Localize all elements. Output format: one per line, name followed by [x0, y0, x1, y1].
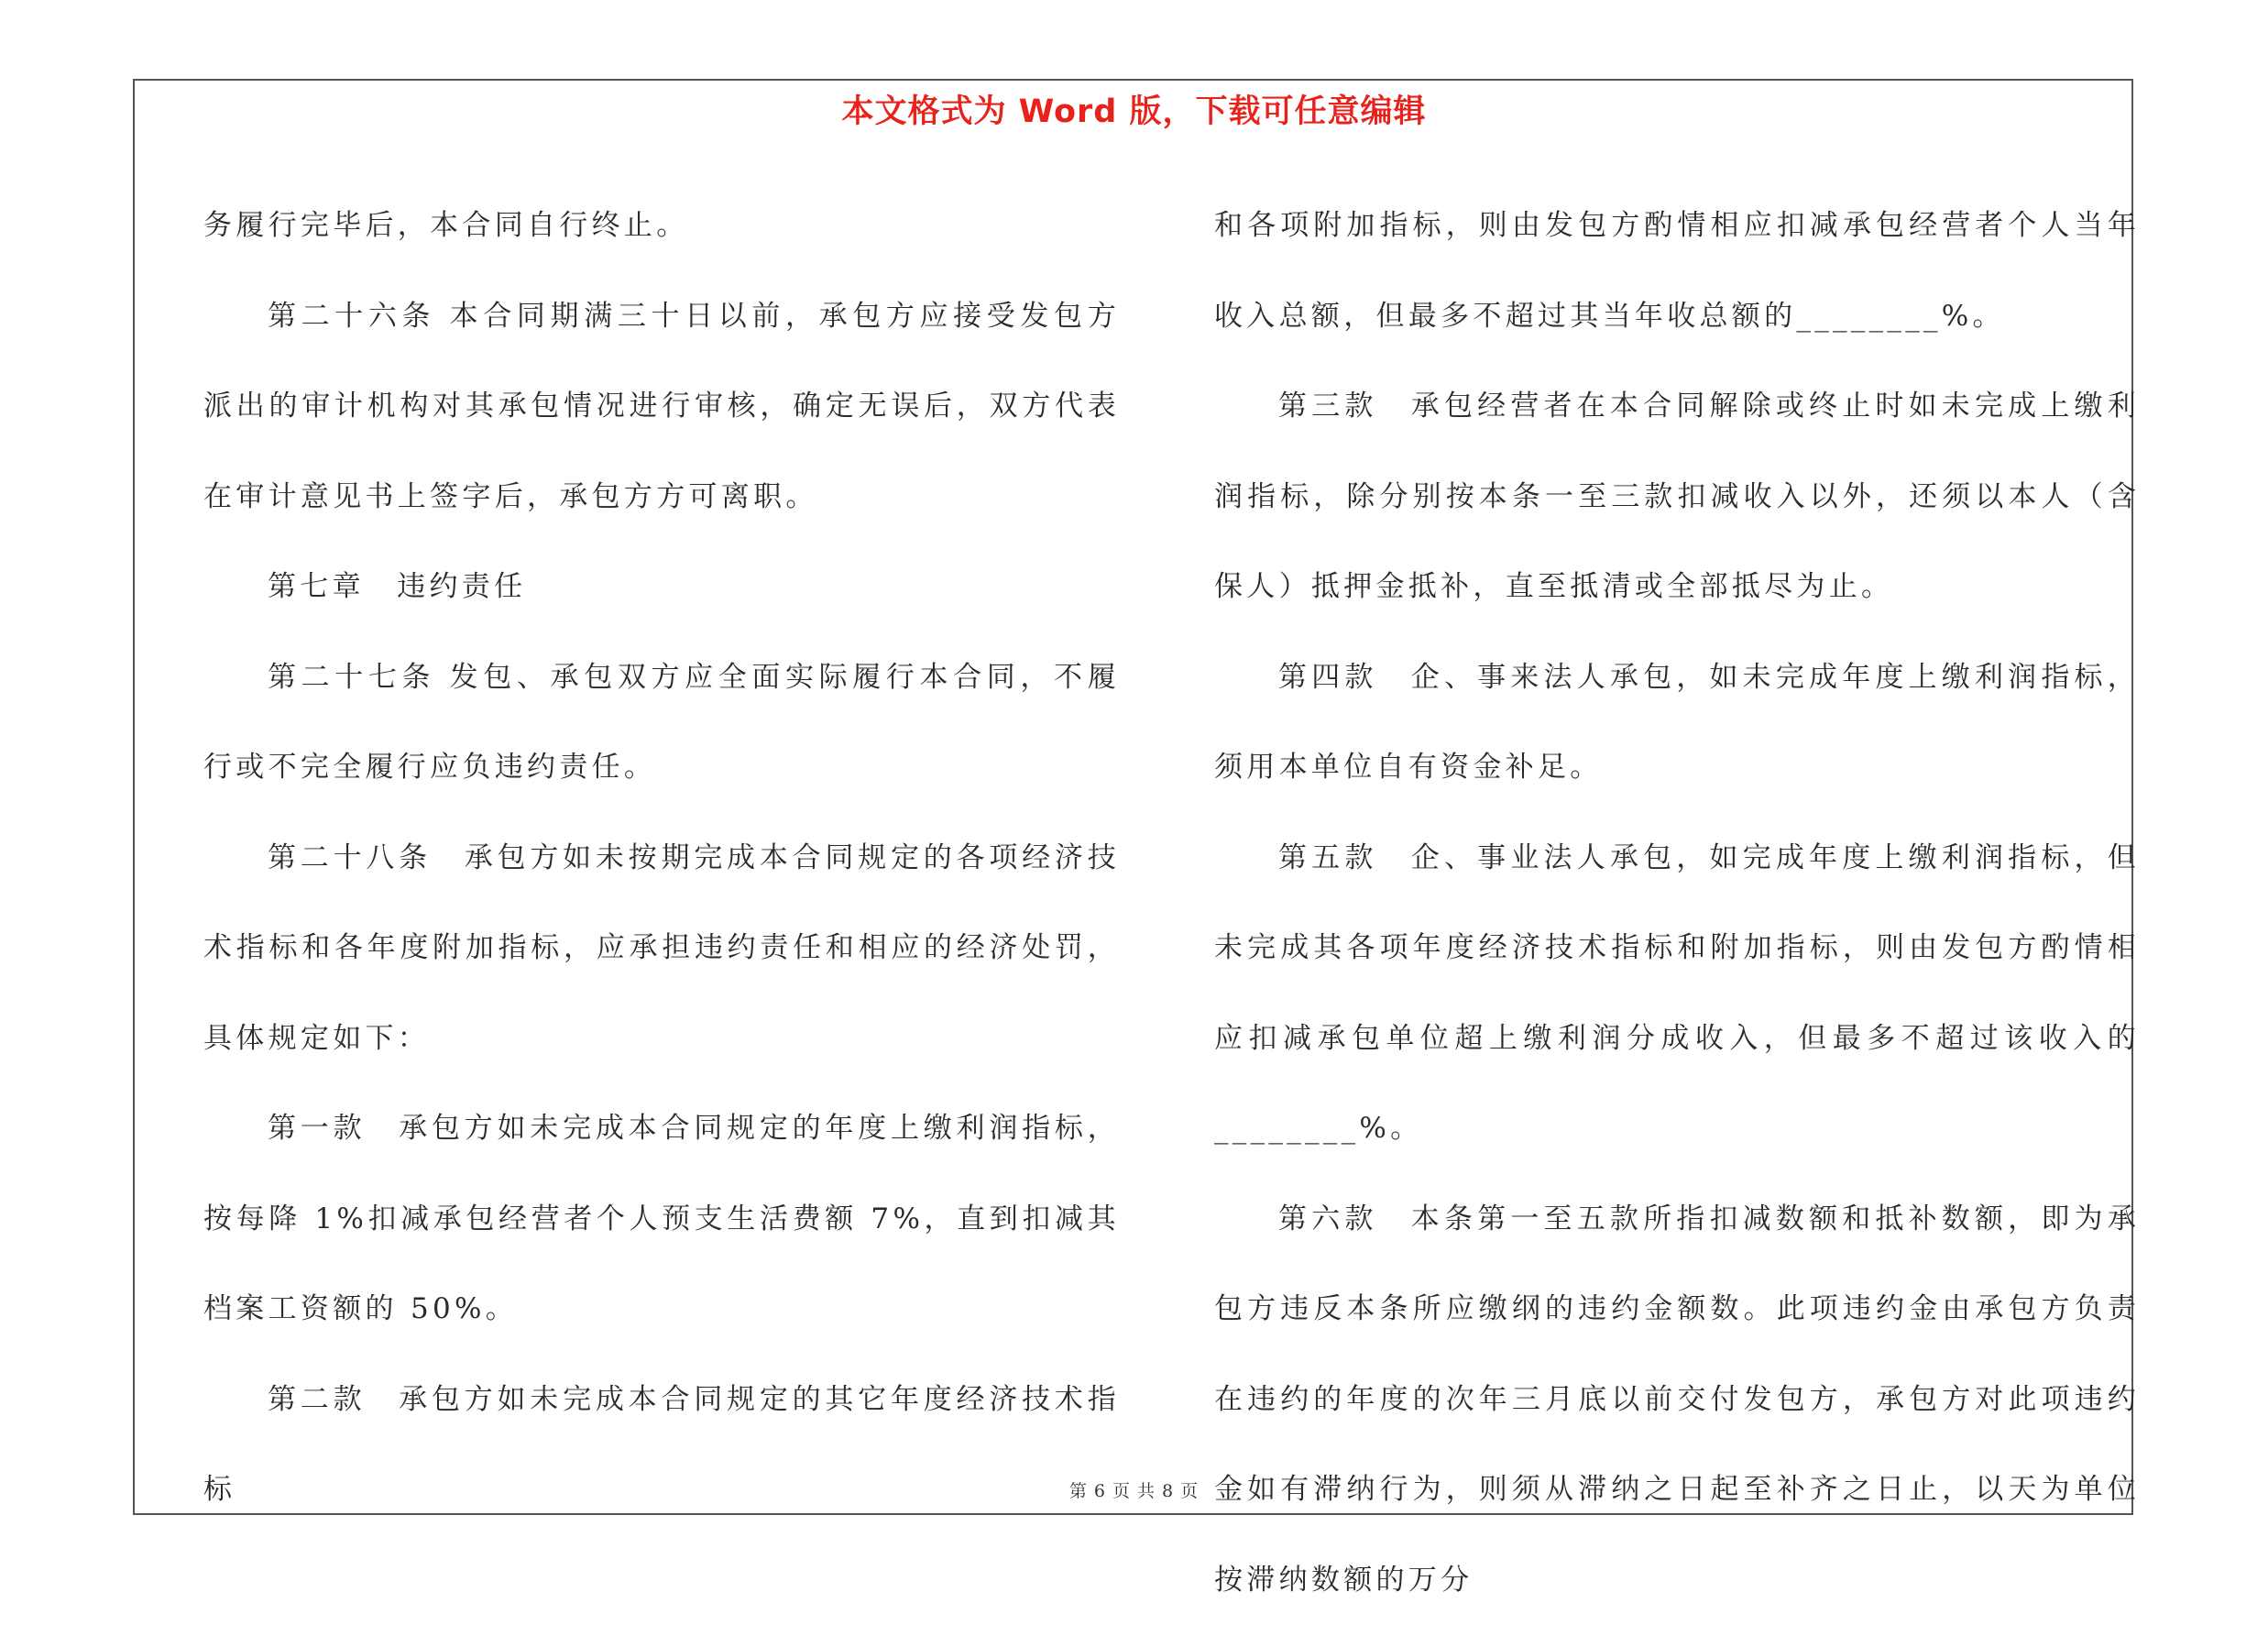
- paragraph: 第五款 企、事业法人承包，如完成年度上缴利润指标，但未完成其各项年度经济技术指标和附加指标，则由发包方酌情相应扣减承包单位超上缴利润分成收入，但最多不超过该收入的________%。: [1214, 813, 2140, 1174]
- paragraph: 第三款 承包经营者在本合同解除或终止时如未完成上缴利润指标，除分别按本条一至三款扣减收入以外，还须以本人（含保人）抵押金抵补，直至抵清或全部抵尽为止。: [1214, 361, 2140, 632]
- paragraph: 第二十七条 发包、承包双方应全面实际履行本合同，不履行或不完全履行应负违约责任。: [203, 632, 1120, 813]
- paragraph: 第二款 承包方如未完成本合同规定的其它年度经济技术指标: [203, 1355, 1120, 1535]
- paragraph: 务履行完毕后，本合同自行终止。: [203, 181, 1120, 271]
- paragraph: 第四款 企、事来法人承包，如未完成年度上缴利润指标，须用本单位自有资金补足。: [1214, 632, 2140, 813]
- paragraph: 第二十八条 承包方如未按期完成本合同规定的各项经济技术指标和各年度附加指标，应承担违约责任和相应的经济处罚，具体规定如下：: [203, 813, 1120, 1084]
- right-column: [1214, 181, 2140, 1625]
- left-column: [203, 181, 1120, 1535]
- paragraph: 第六款 本条第一至五款所指扣减数额和抵补数额，即为承包方违反本条所应缴纲的违约金额数。此项违约金由承包方负责在违约的年度的次年三月底以前交付发包方，承包方对此项违约金如有滞纳行为，则须从滞纳之日起至补齐之日止，以天为单位按滞纳数额的万分: [1214, 1174, 2140, 1625]
- paragraph: 和各项附加指标，则由发包方酌情相应扣减承包经营者个人当年收入总额，但最多不超过其当年收总额的________%。: [1214, 181, 2140, 361]
- word-format-banner: 本文格式为 Word 版，下载可任意编辑: [0, 86, 2268, 132]
- paragraph: 第二十六条 本合同期满三十日以前，承包方应接受发包方派出的审计机构对其承包情况进行审核，确定无误后，双方代表在审计意见书上签字后，承包方方可离职。: [203, 271, 1120, 543]
- paragraph: 第一款 承包方如未完成本合同规定的年度上缴利润指标，按每降 1%扣减承包经营者个人预支生活费额 7%，直到扣减其档案工资额的 50%。: [203, 1083, 1120, 1355]
- page-number-footer: 第 6 页 共 8 页: [0, 1477, 2268, 1502]
- chapter-heading: 第七章 违约责任: [203, 542, 1120, 632]
